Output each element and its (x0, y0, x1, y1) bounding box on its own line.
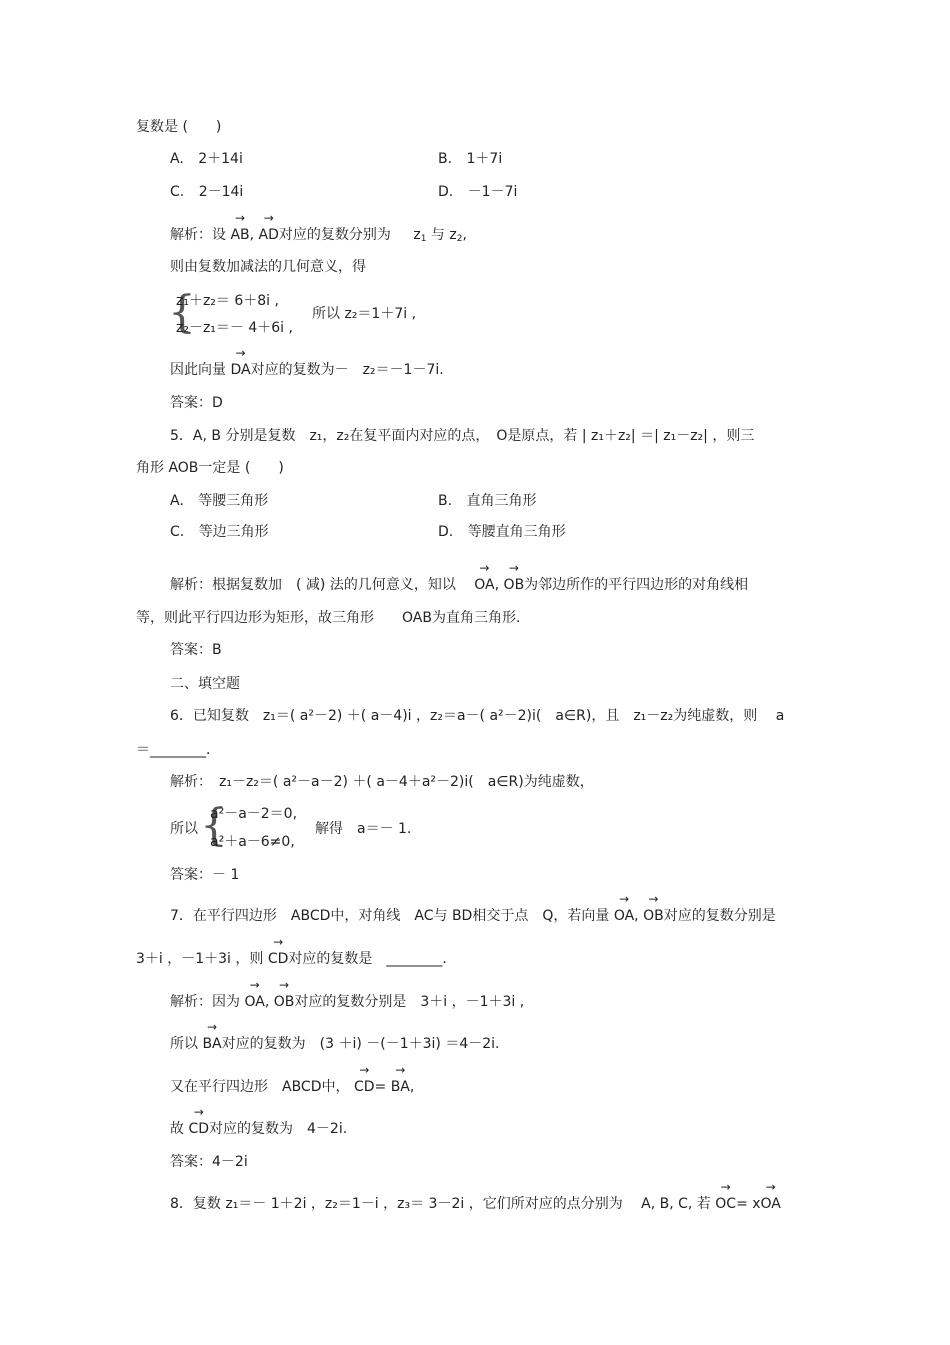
line4-prefix: 因此向量 (170, 362, 226, 378)
q5-answer: 答案：B (170, 642, 222, 658)
option-label: B. (438, 493, 453, 509)
q7-analysis-line4 (170, 1119, 347, 1139)
section-heading: 二、填空题 (170, 676, 240, 692)
q5-option-d (438, 522, 566, 542)
option-label: D. (438, 184, 454, 200)
option-label: A. (170, 493, 184, 509)
q4-system-row2: z₂－z₁＝－ 4＋6i , (176, 320, 293, 336)
vector-ba: → BA (202, 1034, 221, 1054)
q4-analysis-line2: 则由复数加减法的几何意义，得 (170, 259, 366, 275)
option-text: 2－14i (198, 184, 244, 200)
line4-rest: 对应的复数为－ z₂＝－1－7i. (250, 362, 444, 378)
equals: = x (736, 1196, 761, 1212)
q4-option-b (438, 149, 502, 169)
vector-da: → DA (230, 360, 250, 380)
q7-answer: 答案：4－2i (170, 1154, 248, 1170)
stem-line2-rest: 对应的复数是 ________． (288, 951, 457, 967)
separator: , (264, 994, 270, 1010)
comma: , (409, 1079, 415, 1095)
vector-cd: → CD (188, 1119, 209, 1139)
option-text: －1－7i (467, 184, 518, 200)
stem-prefix: 8．复数 z₁＝－ 1＋2i ，z₂＝1－i ，z₃＝ 3－2i ，它们所对应的点分别为 A, B, C, 若 (170, 1196, 711, 1212)
q4-system-result: 所以 z₂＝1＋7i , (312, 306, 417, 322)
option-text: 直角三角形 (466, 493, 537, 509)
vector-oa: → OA (761, 1194, 781, 1214)
analysis-prefix: 解析：因为 (170, 994, 240, 1010)
q6-answer: 答案：－ 1 (170, 867, 240, 883)
equals: = (374, 1079, 387, 1095)
q6-system-row2: a²＋a－6≠0, (210, 834, 295, 850)
vector-cd: → CD (354, 1077, 375, 1097)
option-text: 2＋14i (198, 151, 243, 167)
separator: , (494, 577, 500, 593)
analysis-rest: 为邻边所作的平行四边形的对角线相 (524, 577, 749, 593)
comma: , (462, 227, 467, 243)
vector-ab: → AB (230, 225, 249, 245)
q6-stem-line1: 6．已知复数 z₁＝( a²－2) ＋( a－4)i ，z₂＝a－( a²－2)i( a∈R)，且 z₁－z₂为纯虚数，则 a (170, 708, 785, 724)
q7-stem-line1 (170, 906, 776, 926)
q7-stem-line2 (136, 949, 456, 969)
vector-oa: → OA (474, 575, 494, 595)
option-text: 等腰三角形 (198, 493, 269, 509)
analysis-prefix: 解析：根据复数加 ( 减) 法的几何意义，知以 (170, 577, 456, 593)
separator: , (634, 908, 639, 924)
vector-ba: → BA (391, 1077, 410, 1097)
q6-suoyi: 所以 (170, 821, 198, 837)
z1: $z_1$ (413, 227, 427, 244)
analysis-prefix: 所以 (170, 1036, 198, 1052)
q6-stem-line2: ＝________． (136, 742, 220, 758)
q5-stem-line2: 角形 AOB一定是 ( ) (136, 460, 284, 476)
vector-oc: → OC (715, 1194, 736, 1214)
q4-answer: 答案：D (170, 395, 223, 411)
q6-analysis-line1: 解析： z₁－z₂＝( a²－a－2) ＋( a－4＋a²－2)i( a∈R)为纯虚数， (170, 774, 594, 790)
analysis-prefix: 故 (170, 1121, 184, 1137)
vector-ob: → OB (643, 906, 664, 926)
option-label: C. (170, 524, 185, 540)
vector-oa: → OA (244, 992, 264, 1012)
stem-prefix: 7．在平行四边形 ABCD中，对角线 AC与 BD相交于点 Q，若向量 (170, 908, 610, 924)
vector-cd: → CD (268, 949, 289, 969)
q6-system-row1: a²－a－2＝0, (210, 806, 298, 822)
option-label: B. (438, 151, 453, 167)
option-text: 等边三角形 (198, 524, 269, 540)
analysis-rest: 对应的复数为 (3 ＋i) －(－1＋3i) ＝4－2i. (221, 1036, 500, 1052)
q4-option-d (438, 182, 517, 202)
q5-analysis-line1 (170, 575, 748, 595)
q4-analysis-line4 (170, 360, 444, 380)
q4-analysis-line1 (170, 225, 467, 249)
left-brace: { (168, 287, 196, 338)
q5-option-c (170, 522, 269, 542)
z2: $z_2$ (449, 227, 463, 244)
option-text: 1＋7i (466, 151, 503, 167)
analysis-prefix: 又在平行四边形 ABCD中， (170, 1079, 350, 1095)
option-text: 等腰直角三角形 (467, 524, 566, 540)
analysis-rest: 对应的复数分别是 3＋i ，－1＋3i , (294, 994, 525, 1010)
vector-ob: → OB (504, 575, 525, 595)
q8-stem-line1 (170, 1194, 781, 1214)
option-label: A. (170, 151, 184, 167)
word-yu: 与 (430, 227, 445, 243)
analysis-rest: 对应的复数为 4－2i. (209, 1121, 348, 1137)
analysis-prefix: 解析：设 (170, 227, 226, 243)
stem-rest: 对应的复数分别是 (663, 908, 776, 924)
q7-analysis-line1 (170, 992, 524, 1012)
stem-line2-prefix: 3＋i ，－1＋3i ，则 (136, 951, 264, 967)
separator: , (249, 227, 255, 243)
q6-solve: 解得 a＝－ 1. (315, 821, 412, 837)
q4-option-c (170, 182, 243, 202)
option-label: D. (438, 524, 454, 540)
q7-analysis-line3 (170, 1077, 414, 1097)
vector-ob: → OB (274, 992, 295, 1012)
analysis-mid: 对应的复数分别为 (278, 227, 391, 243)
vector-ad: → AD (259, 225, 279, 245)
q4-stem-end: 复数是 ( ) (136, 119, 222, 135)
q5-stem-line1: 5．A, B 分别是复数 z₁，z₂在复平面内对应的点， O是原点，若 | z₁＋z₂| ＝| z₁－z₂| ，则三 (170, 428, 755, 444)
q5-option-a (170, 491, 268, 511)
q5-option-b (438, 491, 537, 511)
left-brace: { (200, 800, 228, 851)
option-label: C. (170, 184, 185, 200)
vector-oa: → OA (614, 906, 634, 926)
q7-analysis-line2 (170, 1034, 500, 1054)
q4-system-row1: z₁＋z₂＝ 6＋8i , (176, 293, 279, 309)
q5-analysis-line2: 等，则此平行四边形为矩形，故三角形 OAB为直角三角形. (136, 610, 521, 626)
q4-option-a (170, 149, 243, 169)
